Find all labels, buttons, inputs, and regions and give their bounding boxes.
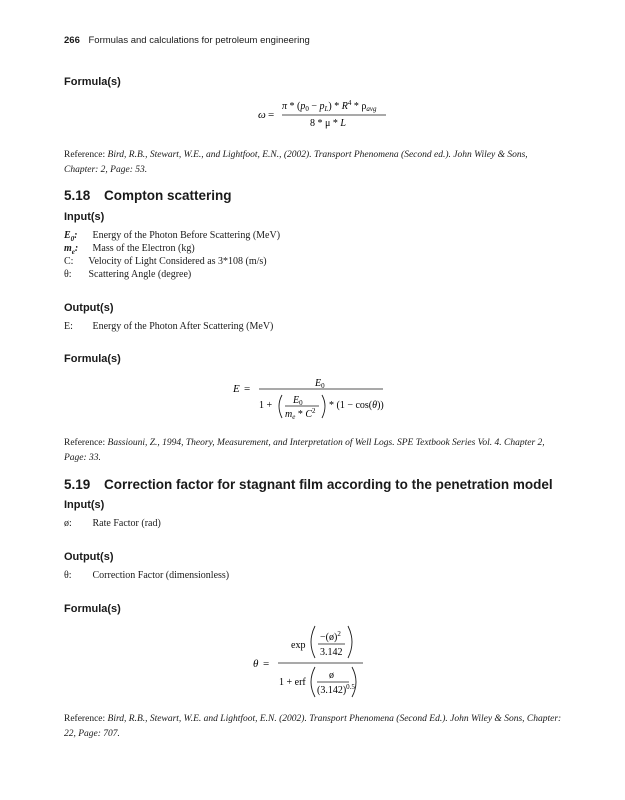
svg-text:(3.142)0.5: $(3.142)^{0.5}$ <box>317 683 355 696</box>
input-symbol: $E_0$: <box>64 230 78 243</box>
reference-5-18 <box>64 436 564 465</box>
section-heading-5-18 <box>64 188 232 203</box>
page-number: 266 <box>64 35 80 46</box>
input-symbol: $m_e$: <box>64 243 79 256</box>
formula-heading-top: Formula(s) <box>64 76 121 88</box>
reference-top <box>64 148 564 177</box>
input-item <box>64 243 195 256</box>
svg-text:E0: $E_0$ <box>293 395 303 407</box>
input-item <box>64 256 267 267</box>
section-title: Compton scattering <box>104 188 232 203</box>
reference-label: Reference: <box>64 714 106 724</box>
svg-text:1 + erf: 1 + erf <box>279 677 306 688</box>
running-head <box>64 35 310 46</box>
input-description: Energy of the Photon Before Scattering (MeV) <box>92 230 281 241</box>
section-heading-5-19 <box>64 477 553 492</box>
input-symbol: ø: <box>64 518 72 529</box>
inputs-heading-5-19: Input(s) <box>64 499 105 511</box>
input-description: Mass of the Electron (kg) <box>92 243 195 254</box>
formula-omega <box>200 96 430 132</box>
input-description: Rate Factor (rad) <box>92 518 161 529</box>
svg-text:exp: exp <box>291 640 306 651</box>
output-item <box>64 570 229 581</box>
svg-text:=: = <box>244 383 251 395</box>
svg-text:θ: θ <box>253 658 259 670</box>
inputs-heading-5-18: Input(s) <box>64 211 105 223</box>
output-symbol: E: <box>64 321 73 332</box>
svg-text:1 +: 1 + <box>259 400 273 411</box>
svg-text:−(ø)2: −(ø)$^2$ <box>320 630 341 643</box>
section-title: Correction factor for stagnant film according to the penetration model <box>104 477 553 492</box>
svg-text:8 * μ * L: 8 * μ * L <box>310 118 346 129</box>
reference-text: Bassiouni, Z., 1994, Theory, Measurement, and Interpretation of Well Logs. SPE Textbook Series Vol. 4. Chapter 2, Page: 33. <box>64 438 545 463</box>
input-symbol: C: <box>64 256 74 267</box>
output-description: Correction Factor (dimensionless) <box>92 570 230 581</box>
svg-text:* (1 − cos(θ)): * (1 − cos(θ)) <box>329 400 384 411</box>
input-item <box>64 269 191 280</box>
outputs-heading-5-18: Output(s) <box>64 302 114 314</box>
svg-text:=: = <box>268 109 275 121</box>
formula-compton <box>225 372 400 424</box>
svg-text:E: E <box>233 383 240 395</box>
formula-heading-5-18: Formula(s) <box>64 353 121 365</box>
reference-label: Reference: <box>64 150 106 160</box>
input-item <box>64 230 280 243</box>
reference-label: Reference: <box>64 438 106 448</box>
output-description: Energy of the Photon After Scattering (MeV) <box>92 321 274 332</box>
svg-text:me * C2: $m_e * C^2$ <box>285 407 316 421</box>
svg-text:=: = <box>263 658 270 670</box>
reference-text: Bird, R.B., Stewart, W.E., and Lightfoot, E.N., (2002). Transport Phenomena (Second ed.). John Wiley & Sons, Chapter: 2, Page: 53. <box>64 150 528 175</box>
running-title: Formulas and calculations for petroleum engineering <box>88 35 310 46</box>
output-item <box>64 321 273 332</box>
input-symbol: θ: <box>64 269 72 280</box>
reference-5-19 <box>64 712 564 741</box>
svg-text:E0: $E_0$ <box>315 378 325 390</box>
svg-text:3.142: 3.142 <box>320 647 343 658</box>
svg-text:ø: ø <box>329 670 334 681</box>
section-number: 5.19 <box>64 477 91 492</box>
formula-heading-5-19: Formula(s) <box>64 603 121 615</box>
svg-text:π * (p0 − pL) * R4 * ρavg: $\pi * (p_0 - p_L) * R^4 * \rho_{avg}$ <box>282 99 377 113</box>
input-description: Scattering Angle (degree) <box>88 269 192 280</box>
reference-text: Bird, R.B., Stewart, W.E. and Lightfoot, E.N. (2002). Transport Phenomena (Second Ed.). John Wiley & Sons, Chapter: 22, Page: 707. <box>64 714 562 739</box>
svg-text:ω: ω <box>258 109 266 121</box>
outputs-heading-5-19: Output(s) <box>64 551 114 563</box>
formula-correction-factor <box>245 622 375 702</box>
input-item <box>64 518 161 529</box>
input-description: Velocity of Light Considered as 3*108 (m/s) <box>88 256 267 267</box>
section-number: 5.18 <box>64 188 91 203</box>
output-symbol: θ: <box>64 570 72 581</box>
